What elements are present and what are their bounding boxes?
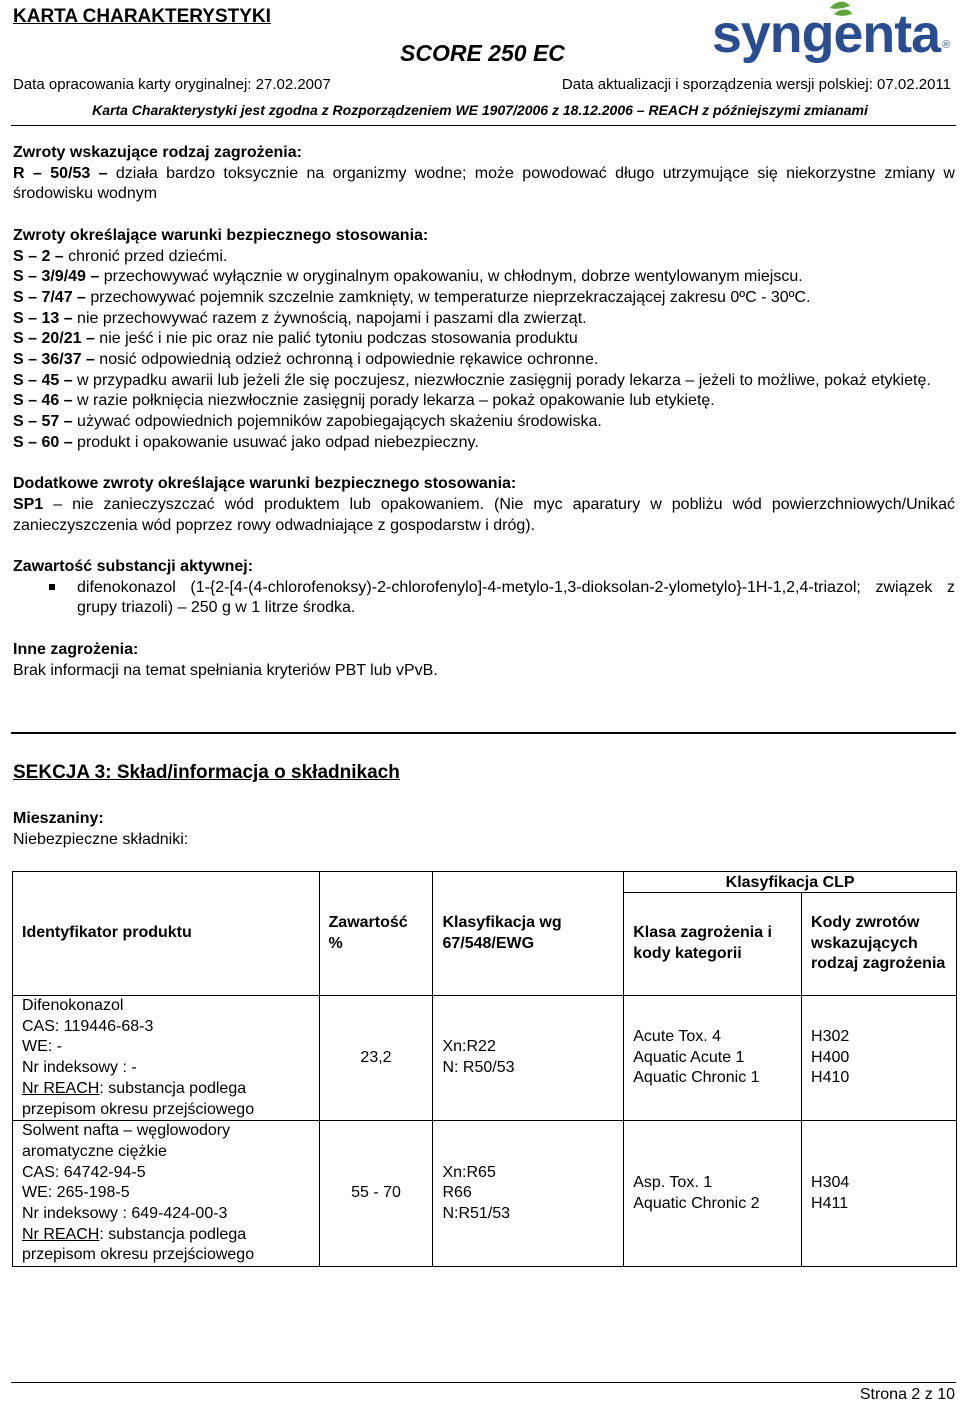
sp1-phrase: SP1 – nie zanieczyszczać wód produktem lub opakowaniem. (Nie myc aparatury w pobliżu wód powierzchniowych/Unikać zanieczyszczenia wód poprzez rowy odwadniające z gospodarstw i dróg).: [13, 495, 955, 534]
s-phrase: S – 45 – w przypadku awarii lub jeżeli źle się poczujesz, niezwłocznie zasięgnij porady lekarza – jeżeli to możliwe, pokaż etykietę.: [13, 371, 931, 389]
section3-title: SEKCJA 3: Skład/informacja o składnikach: [13, 762, 400, 783]
header-divider: [11, 125, 956, 126]
r-phrase: R – 50/53 – działa bardzo toksycznie na organizmy wodne; może powodować długo utrzymujące się niekorzystne zmiany w środowisku wodnym: [13, 164, 955, 203]
section-divider: [11, 732, 956, 734]
s-phrase: S – 3/9/49 – przechowywać wyłącznie w oryginalnym opakowaniu, w chłodnym, dobrze wentylowanym miejscu.: [13, 268, 803, 286]
document-title: KARTA CHARAKTERYSTYKI: [13, 6, 271, 27]
table-header-row: [13, 872, 957, 893]
s-phrases-title: Zwroty określające warunki bezpiecznego stosowania:: [13, 226, 429, 244]
s-phrase: S – 13 – nie przechowywać razem z żywnością, napojami i paszami dla zwierząt.: [13, 309, 587, 327]
header-hazard-class: Klasa zagrożenia i kody kategorii: [624, 893, 802, 996]
svg-text:®: ®: [942, 39, 951, 51]
s-phrase: S – 7/47 – przechowywać pojemnik szczelnie zamknięty, w temperaturze nieprzekraczającej zakresu 0ºC - 30ºC.: [13, 288, 811, 306]
extra-s-phrases-title: Dodatkowe zwroty określające warunki bezpiecznego stosowania:: [13, 475, 517, 493]
s-phrase: S – 57 – używać odpowiednich pojemników zapobiegających skażeniu środowiska.: [13, 413, 602, 431]
regulation-note: Karta Charakterystyki jest zgodna z Rozporządzeniem WE 1907/2006 z 18.12.2006 – REACH z późniejszymi zmianami: [92, 102, 868, 118]
update-date: Data aktualizacji i sporządzenia wersji polskiej: 07.02.2011: [561, 76, 951, 93]
s-phrase: S – 60 – produkt i opakowanie usuwać jako odpad niebezpieczny.: [13, 433, 479, 451]
row-class-67: Xn:R22 N: R50/53: [433, 996, 624, 1121]
footer-divider: [11, 1382, 956, 1383]
s-phrase: S – 46 – w razie połknięcia niezwłocznie zasięgnij porady lekarza – pokaż opakowanie lub etykietę.: [13, 392, 715, 410]
s-phrase: S – 2 – chronić przed dziećmi.: [13, 247, 228, 265]
header-clp: Klasyfikacja CLP: [624, 872, 957, 893]
components-table: [12, 871, 957, 1267]
bullet-icon: [49, 578, 59, 619]
r-phrases-title: Zwroty wskazujące rodzaj zagrożenia:: [13, 144, 302, 161]
other-hazards-title: Inne zagrożenia:: [13, 640, 139, 658]
active-substance-item: difenokonazol (1-{2-[4-(4-chlorofenoksy)-2-chlorofenylo]-4-metylo-1,3-dioksolan-2-ylometylo}-1H-1,2,4-triazol; związek z grupy triazoli) – 250 g w 1 litrze środka.: [13, 578, 955, 619]
syngenta-logo: [712, 0, 957, 68]
product-name: SCORE 250 EC: [400, 40, 565, 66]
original-date: Data opracowania karty oryginalnej: 27.02.2007: [13, 76, 331, 93]
table-row: [13, 996, 957, 1121]
mixtures-label: Mieszaniny:: [13, 810, 104, 827]
hazardous-components-label: Niebezpieczne składniki:: [13, 831, 189, 848]
row-hazard-class: Asp. Tox. 1 Aquatic Chronic 2: [624, 1121, 802, 1267]
row-class-67: Xn:R65 R66 N:R51/53: [433, 1121, 624, 1267]
header-identifier: Identyfikator produktu: [13, 872, 320, 996]
row-content: 55 - 70: [319, 1121, 433, 1267]
header-content: Zawartość %: [319, 872, 433, 996]
row-content: 23,2: [319, 996, 433, 1121]
section2-content: [13, 143, 955, 681]
row-identifier: Difenokonazol CAS: 119446-68-3 WE: - Nr indeksowy : - Nr REACH: substancja podlega przepisom okresu przejściowego: [13, 996, 320, 1121]
header-class-67: Klasyfikacja wg 67/548/EWG: [433, 872, 624, 996]
row-identifier: Solwent nafta – węglowodory aromatyczne ciężkie CAS: 64742-94-5 WE: 265-198-5 Nr indeksowy : 649-424-00-3 Nr REACH: substancja podlega przepisom okresu przejściowego: [13, 1121, 320, 1267]
page-number: Strona 2 z 10: [859, 1386, 955, 1403]
other-hazards-text: Brak informacji na temat spełniania kryteriów PBT lub vPvB.: [13, 661, 438, 679]
s-phrase: S – 36/37 – nosić odpowiednią odzież ochronną i odpowiednie rękawice ochronne.: [13, 351, 599, 369]
logo-wordmark: syngenta: [712, 4, 942, 64]
active-substance-title: Zawartość substancji aktywnej:: [13, 558, 254, 576]
table-row: [13, 1121, 957, 1267]
header-h-codes: Kody zwrotów wskazujących rodzaj zagrożenia: [802, 893, 957, 996]
row-h-codes: H304 H411: [802, 1121, 957, 1267]
row-hazard-class: Acute Tox. 4 Aquatic Acute 1 Aquatic Chronic 1: [624, 996, 802, 1121]
s-phrase: S – 20/21 – nie jeść i nie pic oraz nie palić tytoniu podczas stosowania produktu: [13, 330, 578, 348]
row-h-codes: H302 H400 H410: [802, 996, 957, 1121]
